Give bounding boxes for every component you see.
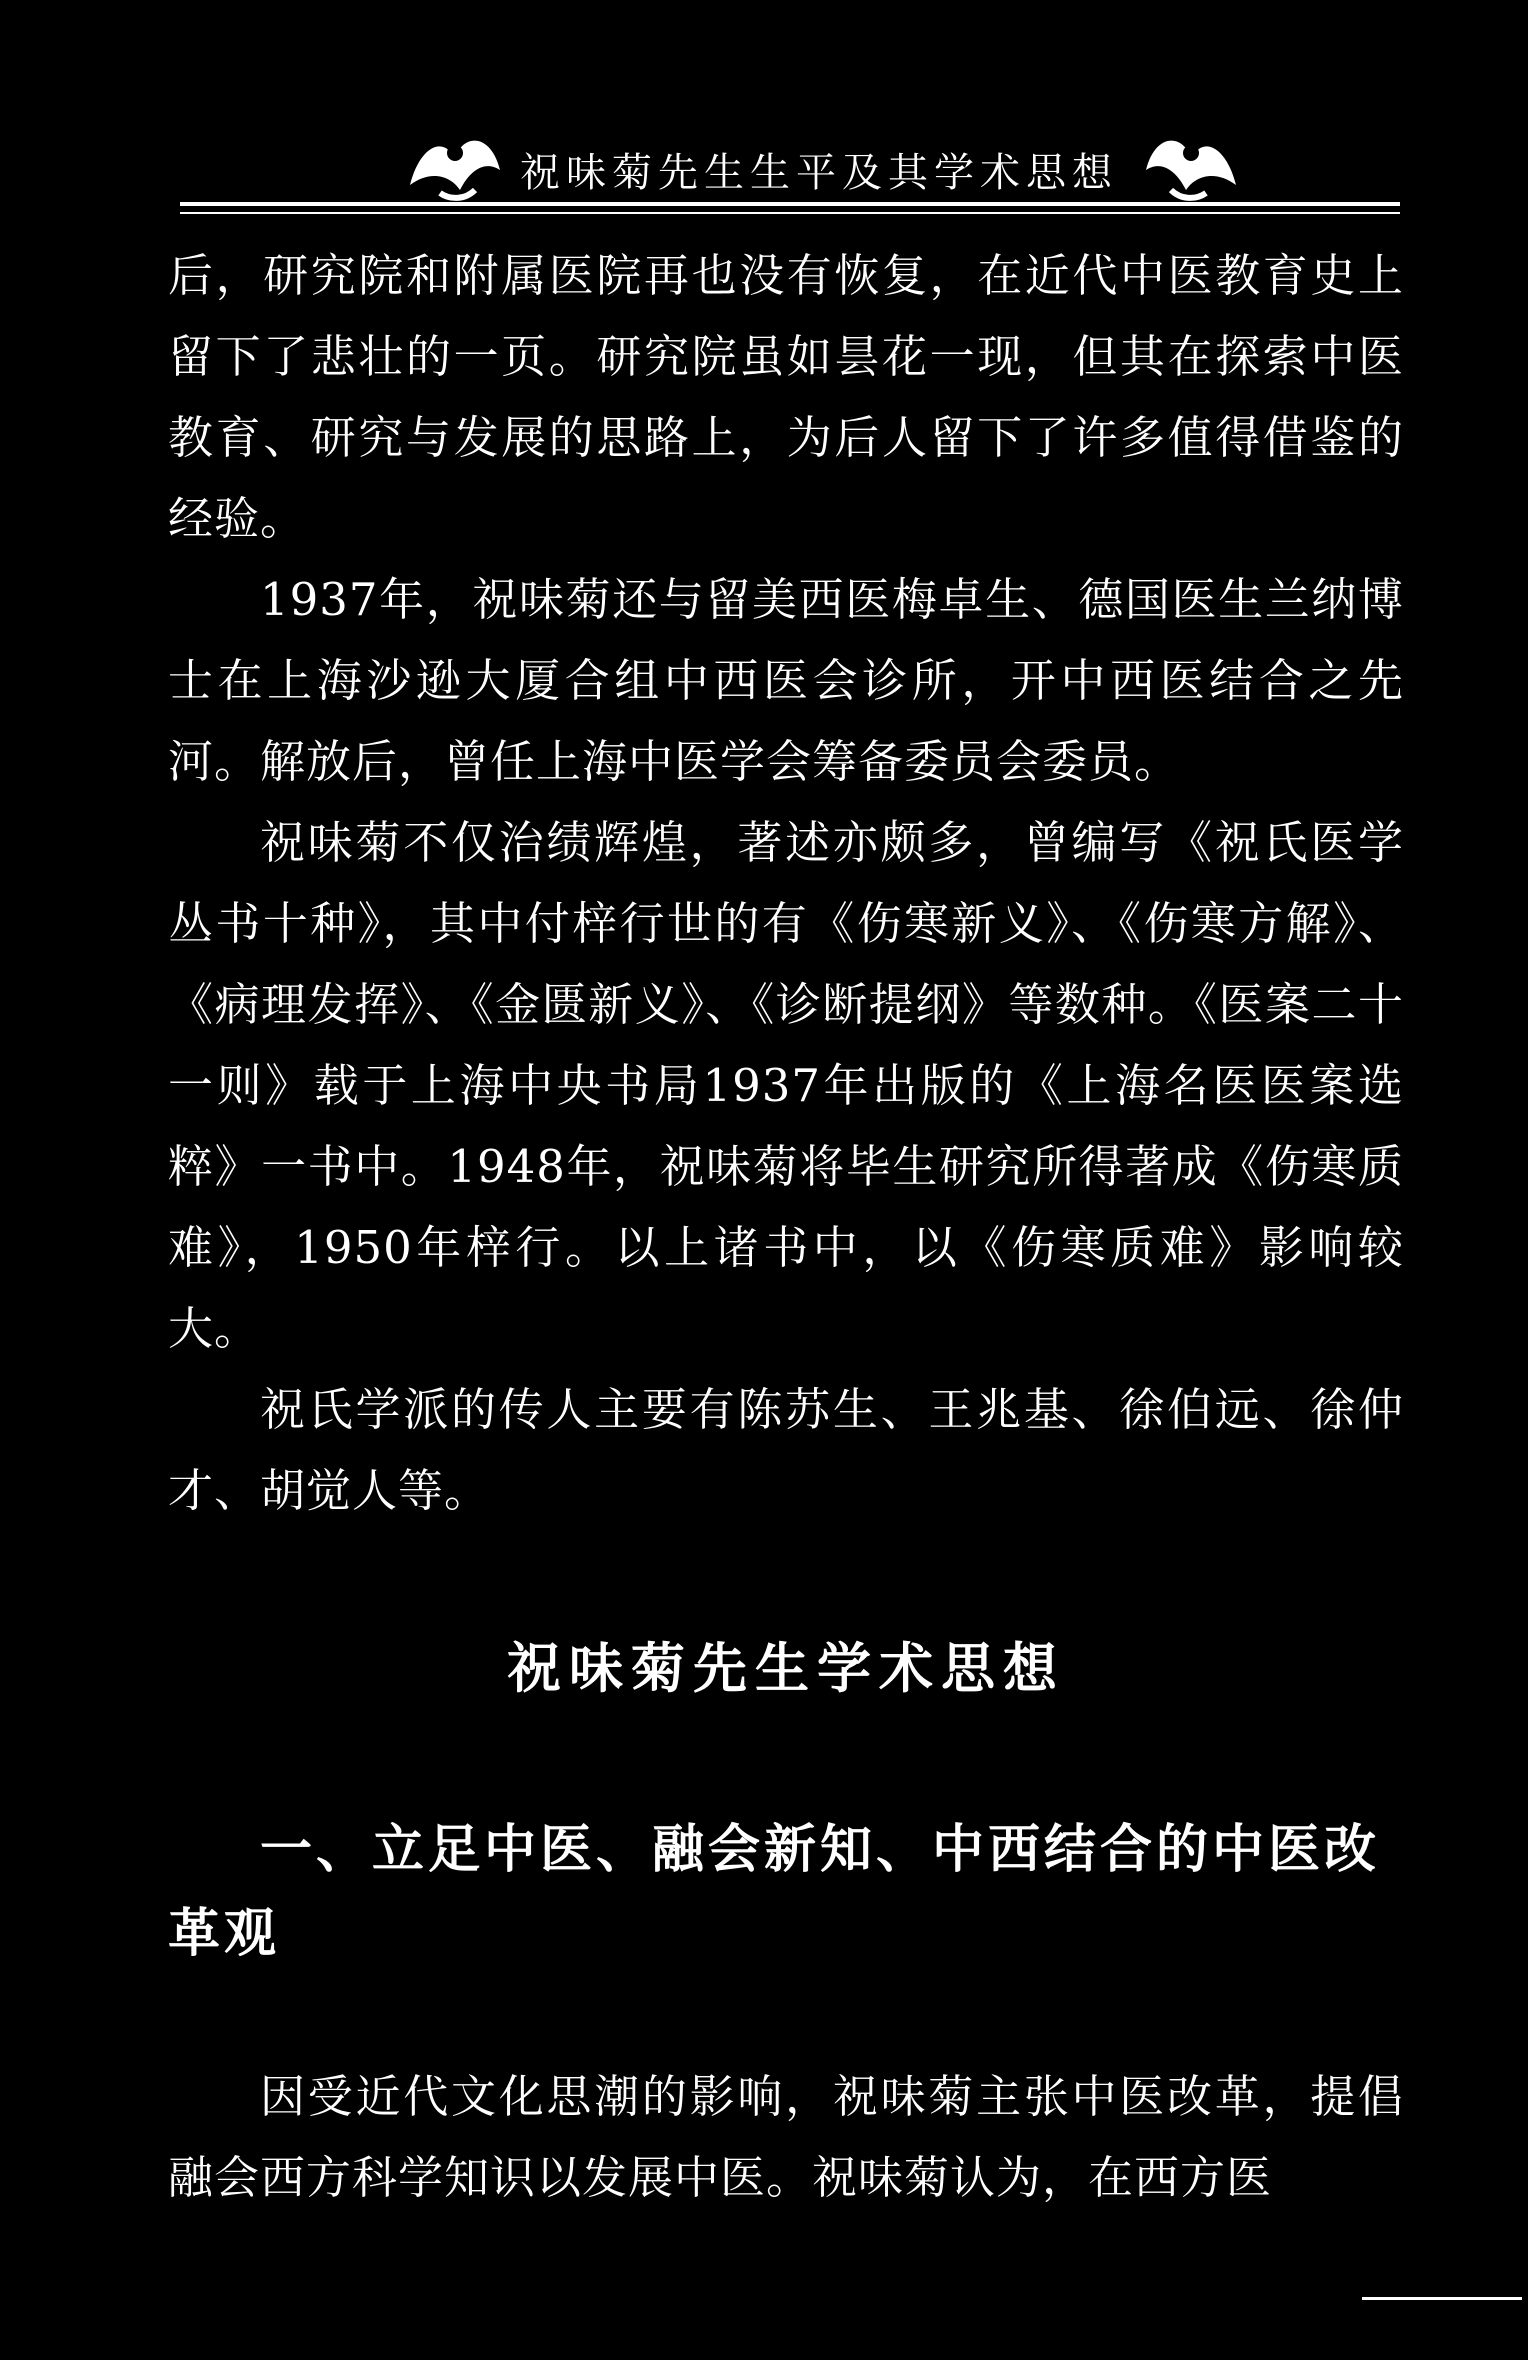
lotus-ornament-icon	[1136, 115, 1246, 210]
header-rule	[180, 202, 1400, 206]
paragraph: 后，研究院和附属医院再也没有恢复，在近代中医教育史上留下了悲壮的一页。研究院虽如昙花一现，但其在探索中医教育、研究与发展的思路上，为后人留下了许多值得借鉴的经验。	[168, 249, 1404, 545]
paragraph: 因受近代文化思潮的影响，祝味菊主张中医改革，提倡融会西方科学知识以发展中医。祝味菊认为，在西方医	[168, 2070, 1404, 2204]
header-rule-thin	[180, 212, 1400, 214]
paragraph: 1937年，祝味菊还与留美西医梅卓生、德国医生兰纳博士在上海沙逊大厦合组中西医会诊所，开中西医结合之先河。解放后，曾任上海中医学会筹备委员会委员。	[168, 573, 1404, 788]
paragraph: 祝味菊不仅治绩辉煌，著述亦颇多，曾编写《祝氏医学丛书十种》，其中付梓行世的有《伤寒新义》、《伤寒方解》、《病理发挥》、《金匮新义》、《诊断提纲》等数种。《医案二十一则》载于上海中央书局1937年出版的《上海名医医案选粹》一书中。1948年，祝味菊将毕生研究所得著成《伤寒质难》，1950年梓行。以上诸书中，以《伤寒质难》影响较大。	[168, 816, 1404, 1355]
running-title: 祝味菊先生生平及其学术思想	[520, 150, 1118, 196]
section-title: 祝味菊先生学术思想	[507, 1636, 1065, 1700]
page-body	[168, 235, 1404, 2218]
paragraph: 祝氏学派的传人主要有陈苏生、王兆基、徐伯远、徐仲才、胡觉人等。	[168, 1383, 1404, 1517]
footer-rule	[1362, 2297, 1522, 2300]
subsection-title: 一、立足中医、融会新知、中西结合的中医改革观	[168, 1820, 1381, 1964]
page-header	[180, 115, 1400, 210]
lotus-ornament-icon	[400, 115, 510, 210]
